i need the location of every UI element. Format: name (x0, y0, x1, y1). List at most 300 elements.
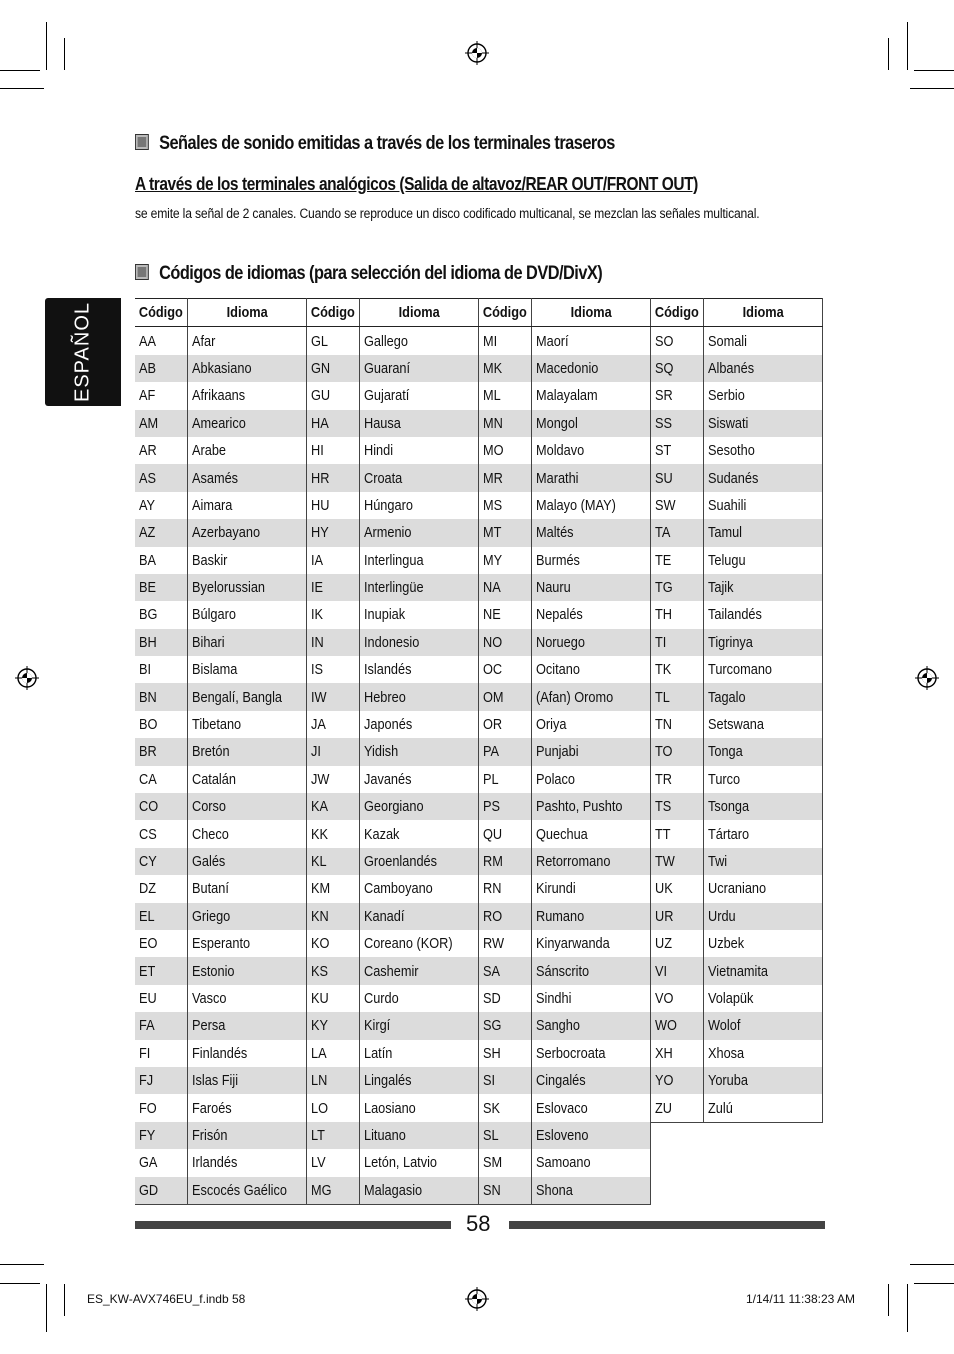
language-code: MO (479, 437, 531, 464)
table-row (651, 574, 823, 601)
language-code: HU (307, 492, 359, 519)
language-code: FA (135, 1012, 187, 1039)
table-row (479, 1094, 651, 1121)
language-code: AA (135, 327, 187, 355)
language-name: Albanés (703, 355, 822, 382)
language-name: Turco (703, 766, 822, 793)
table-row (135, 738, 307, 765)
table-row (307, 957, 479, 984)
table-row (651, 848, 823, 875)
language-code: MR (479, 464, 531, 491)
table-row (479, 382, 651, 409)
language-name: Nepalés (531, 601, 650, 628)
language-name: Coreano (KOR) (359, 930, 478, 957)
language-code: NA (479, 574, 531, 601)
language-code: BE (135, 574, 187, 601)
language-code: PL (479, 766, 531, 793)
language-name: Suahili (703, 492, 822, 519)
language-code: OR (479, 711, 531, 738)
language-name: Telugu (703, 547, 822, 574)
language-code: KA (307, 793, 359, 820)
table-row (135, 629, 307, 656)
header-code: Código (135, 299, 187, 327)
language-code: LA (307, 1040, 359, 1067)
crop-mark (46, 22, 47, 70)
table-row (479, 930, 651, 957)
language-name: Oriya (531, 711, 650, 738)
table-row (135, 601, 307, 628)
table-row (135, 1149, 307, 1176)
table-row (651, 1012, 823, 1039)
language-name: Tamul (703, 519, 822, 546)
table-row (307, 327, 479, 355)
header-language: Idioma (359, 299, 478, 327)
table-row (135, 903, 307, 930)
table-row (307, 629, 479, 656)
table-row (135, 382, 307, 409)
language-name: Malayo (MAY) (531, 492, 650, 519)
language-name: Armenio (359, 519, 478, 546)
table-row (307, 464, 479, 491)
language-name: Urdu (703, 903, 822, 930)
language-name: Indonesio (359, 629, 478, 656)
table-row (651, 820, 823, 847)
table-row (479, 410, 651, 437)
language-name: Tsonga (703, 793, 822, 820)
crop-mark (910, 1264, 954, 1265)
language-name: Afrikaans (187, 382, 306, 409)
language-code: RO (479, 903, 531, 930)
table-row (135, 1040, 307, 1067)
language-code: TT (651, 820, 703, 847)
language-name: Amearico (187, 410, 306, 437)
language-code: HR (307, 464, 359, 491)
language-name: Pashto, Pushto (531, 793, 650, 820)
language-code: JI (307, 738, 359, 765)
language-name: Estonio (187, 957, 306, 984)
language-code: GU (307, 382, 359, 409)
language-code: SG (479, 1012, 531, 1039)
language-name: Shona (531, 1177, 650, 1205)
language-code: GL (307, 327, 359, 355)
table-row (135, 547, 307, 574)
language-code: RN (479, 875, 531, 902)
language-name: Tonga (703, 738, 822, 765)
language-code: NE (479, 601, 531, 628)
language-name: Siswati (703, 410, 822, 437)
language-name: Marathi (531, 464, 650, 491)
language-name: Tagalo (703, 683, 822, 710)
table-row (135, 327, 307, 355)
language-code: EL (135, 903, 187, 930)
language-name: Quechua (531, 820, 650, 847)
language-name: Laosiano (359, 1094, 478, 1121)
table-row (479, 848, 651, 875)
section-square-icon (135, 134, 149, 150)
language-name: Bengalí, Bangla (187, 683, 306, 710)
language-name: Croata (359, 464, 478, 491)
language-code: GD (135, 1177, 187, 1205)
language-name: Finlandés (187, 1040, 306, 1067)
language-code: MN (479, 410, 531, 437)
table-row (479, 875, 651, 902)
table-row (479, 601, 651, 628)
table-row (135, 985, 307, 1012)
language-side-tab (45, 298, 121, 406)
language-name: Irlandés (187, 1149, 306, 1176)
language-code: FI (135, 1040, 187, 1067)
language-name: Abkasiano (187, 355, 306, 382)
table-row (307, 437, 479, 464)
language-name: Punjabi (531, 738, 650, 765)
language-name: Hindi (359, 437, 478, 464)
language-code-table (651, 298, 823, 1123)
table-row (651, 437, 823, 464)
table-row (651, 492, 823, 519)
header-code: Código (479, 299, 531, 327)
table-row (651, 766, 823, 793)
footer-bar-left (135, 1221, 451, 1229)
table-row (307, 574, 479, 601)
language-code: SU (651, 464, 703, 491)
crop-mark (0, 70, 40, 71)
crop-mark (0, 1264, 44, 1265)
language-code: FO (135, 1094, 187, 1121)
crop-mark (888, 38, 889, 70)
table-row (135, 437, 307, 464)
language-code: BO (135, 711, 187, 738)
language-code: ML (479, 382, 531, 409)
language-name: Vasco (187, 985, 306, 1012)
language-code: SH (479, 1040, 531, 1067)
language-code: BR (135, 738, 187, 765)
language-code: TR (651, 766, 703, 793)
language-code: SQ (651, 355, 703, 382)
language-code: TE (651, 547, 703, 574)
language-code: HA (307, 410, 359, 437)
language-name: Malagasio (359, 1177, 478, 1205)
table-row (135, 766, 307, 793)
table-row (651, 1094, 823, 1122)
language-name: Sánscrito (531, 957, 650, 984)
table-row (135, 875, 307, 902)
table-row (651, 629, 823, 656)
language-code: KS (307, 957, 359, 984)
header-code: Código (307, 299, 359, 327)
table-row (307, 930, 479, 957)
language-name: Latín (359, 1040, 478, 1067)
table-row (479, 1067, 651, 1094)
header-language: Idioma (531, 299, 650, 327)
language-name: Georgiano (359, 793, 478, 820)
table-row (651, 519, 823, 546)
table-row (135, 492, 307, 519)
table-row (479, 547, 651, 574)
table-row (651, 903, 823, 930)
crop-mark (910, 88, 954, 89)
language-name: Arabe (187, 437, 306, 464)
language-code: NO (479, 629, 531, 656)
language-code: XH (651, 1040, 703, 1067)
language-name: Burmés (531, 547, 650, 574)
language-code: ZU (651, 1094, 703, 1122)
table-row (651, 1067, 823, 1094)
language-name: Islas Fiji (187, 1067, 306, 1094)
body-paragraph: se emite la señal de 2 canales. Cuando se reproduce un disco codificado multicanal, se mezclan las señales multicanal. (135, 206, 760, 221)
registration-mark-icon (915, 666, 939, 690)
table-row (307, 1094, 479, 1121)
language-name: Yoruba (703, 1067, 822, 1094)
language-code: ST (651, 437, 703, 464)
table-header-row (651, 299, 823, 327)
table-row (651, 464, 823, 491)
table-row (307, 382, 479, 409)
table-row (135, 1122, 307, 1149)
table-row (651, 601, 823, 628)
language-code: KO (307, 930, 359, 957)
crop-mark (64, 1284, 65, 1316)
language-name: Inupiak (359, 601, 478, 628)
table-row (135, 519, 307, 546)
table-row (651, 985, 823, 1012)
language-code: UK (651, 875, 703, 902)
language-code: EO (135, 930, 187, 957)
language-code: TL (651, 683, 703, 710)
language-code: AS (135, 464, 187, 491)
language-name: Esperanto (187, 930, 306, 957)
language-code: SR (651, 382, 703, 409)
table-row (479, 903, 651, 930)
language-name: Yidish (359, 738, 478, 765)
language-name: Bislama (187, 656, 306, 683)
table-row (135, 848, 307, 875)
language-code: MK (479, 355, 531, 382)
language-code: LO (307, 1094, 359, 1121)
language-name: Galés (187, 848, 306, 875)
language-name: Lituano (359, 1122, 478, 1149)
crop-mark (46, 1284, 47, 1332)
language-name: Maorí (531, 327, 650, 355)
language-name: Islandés (359, 656, 478, 683)
table-row (651, 382, 823, 409)
language-code: CO (135, 793, 187, 820)
table-row (479, 327, 651, 355)
language-name: Wolof (703, 1012, 822, 1039)
language-code-table (307, 298, 479, 1205)
table-row (651, 683, 823, 710)
language-code: BN (135, 683, 187, 710)
language-code: AM (135, 410, 187, 437)
footer-bar-right (509, 1221, 825, 1229)
language-name: Tajik (703, 574, 822, 601)
language-code: YO (651, 1067, 703, 1094)
table-row (307, 793, 479, 820)
language-name: Baskir (187, 547, 306, 574)
language-code: JW (307, 766, 359, 793)
side-tab-label: ESPAÑOL (71, 302, 94, 402)
table-row (135, 1094, 307, 1121)
table-row (479, 492, 651, 519)
language-code: LN (307, 1067, 359, 1094)
table-row (479, 1149, 651, 1176)
table-row (307, 738, 479, 765)
language-name: Faroés (187, 1094, 306, 1121)
subsection-heading: A través de los terminales analógicos (Salida de altavoz/REAR OUT/FRONT OUT) (135, 174, 698, 194)
language-name: Turcomano (703, 656, 822, 683)
table-row (479, 793, 651, 820)
language-code: TN (651, 711, 703, 738)
table-row (307, 601, 479, 628)
table-row (651, 355, 823, 382)
table-row (479, 1040, 651, 1067)
language-name: Xhosa (703, 1040, 822, 1067)
language-name: Kazak (359, 820, 478, 847)
table-header-row (135, 299, 307, 327)
language-name: Aimara (187, 492, 306, 519)
table-row (479, 1122, 651, 1149)
language-code: TA (651, 519, 703, 546)
language-name: Kirundi (531, 875, 650, 902)
language-name: Somali (703, 327, 822, 355)
language-name: Javanés (359, 766, 478, 793)
language-name: Bihari (187, 629, 306, 656)
language-name: Polaco (531, 766, 650, 793)
crop-mark (907, 22, 908, 70)
language-name: Serbio (703, 382, 822, 409)
language-name: Sindhi (531, 985, 650, 1012)
language-code: MS (479, 492, 531, 519)
table-row (479, 437, 651, 464)
table-row (651, 738, 823, 765)
language-name: Cingalés (531, 1067, 650, 1094)
section-heading-text: Códigos de idiomas (para selección del idioma de DVD/DivX) (159, 263, 603, 284)
language-name: Nauru (531, 574, 650, 601)
table-row (307, 820, 479, 847)
table-row (135, 1012, 307, 1039)
language-code: DZ (135, 875, 187, 902)
table-row (307, 711, 479, 738)
language-code: KY (307, 1012, 359, 1039)
language-name: Bretón (187, 738, 306, 765)
language-code: MG (307, 1177, 359, 1205)
table-row (135, 1067, 307, 1094)
table-row (135, 930, 307, 957)
language-code: IW (307, 683, 359, 710)
language-code: IS (307, 656, 359, 683)
section-heading (135, 263, 602, 285)
language-name: Vietnamita (703, 957, 822, 984)
language-code: AR (135, 437, 187, 464)
table-row (651, 875, 823, 902)
header-language: Idioma (187, 299, 306, 327)
language-code: SW (651, 492, 703, 519)
table-row (307, 355, 479, 382)
language-name: Guaraní (359, 355, 478, 382)
language-code: KN (307, 903, 359, 930)
language-name: Ocitano (531, 656, 650, 683)
table-row (479, 957, 651, 984)
language-code: BH (135, 629, 187, 656)
language-name: Maltés (531, 519, 650, 546)
language-name: Uzbek (703, 930, 822, 957)
language-code: SD (479, 985, 531, 1012)
table-row (479, 1177, 651, 1205)
language-code: SO (651, 327, 703, 355)
crop-mark (0, 88, 44, 89)
language-name: Gallego (359, 327, 478, 355)
language-name: Cashemir (359, 957, 478, 984)
table-row (135, 574, 307, 601)
language-code: IA (307, 547, 359, 574)
table-row (307, 1149, 479, 1176)
language-name: Setswana (703, 711, 822, 738)
table-row (135, 1177, 307, 1205)
crop-mark (888, 1284, 889, 1316)
table-row (479, 820, 651, 847)
language-code: CS (135, 820, 187, 847)
table-row (307, 1122, 479, 1149)
table-row (651, 410, 823, 437)
language-code: WO (651, 1012, 703, 1039)
table-row (479, 629, 651, 656)
header-code: Código (651, 299, 703, 327)
table-row (479, 519, 651, 546)
language-code-table (479, 298, 651, 1205)
registration-mark-icon (465, 1287, 489, 1311)
language-name: Noruego (531, 629, 650, 656)
table-row (135, 355, 307, 382)
date-slug: 1/14/11 11:38:23 AM (746, 1292, 855, 1306)
language-code: AY (135, 492, 187, 519)
language-name: Sangho (531, 1012, 650, 1039)
language-name: Rumano (531, 903, 650, 930)
language-code: LV (307, 1149, 359, 1176)
table-row (651, 711, 823, 738)
language-name: Búlgaro (187, 601, 306, 628)
language-code: SS (651, 410, 703, 437)
language-name: Asamés (187, 464, 306, 491)
language-code: VO (651, 985, 703, 1012)
language-code: SA (479, 957, 531, 984)
language-code: UZ (651, 930, 703, 957)
language-name: Malayalam (531, 382, 650, 409)
crop-mark (64, 38, 65, 70)
language-name: Twi (703, 848, 822, 875)
table-row (307, 848, 479, 875)
language-code: SM (479, 1149, 531, 1176)
language-name: Zulú (703, 1094, 822, 1122)
language-name: Hebreo (359, 683, 478, 710)
language-code: KU (307, 985, 359, 1012)
table-row (479, 355, 651, 382)
language-name: Corso (187, 793, 306, 820)
table-row (479, 985, 651, 1012)
language-code: BI (135, 656, 187, 683)
section-square-icon (135, 264, 149, 280)
language-code: TO (651, 738, 703, 765)
language-name: Sudanés (703, 464, 822, 491)
table-row (307, 1040, 479, 1067)
language-name: Japonés (359, 711, 478, 738)
table-row (651, 957, 823, 984)
table-header-row (479, 299, 651, 327)
language-name: Kirgí (359, 1012, 478, 1039)
table-row (307, 547, 479, 574)
language-name: Sesotho (703, 437, 822, 464)
language-code: HI (307, 437, 359, 464)
registration-mark-icon (15, 666, 39, 690)
language-code: TS (651, 793, 703, 820)
